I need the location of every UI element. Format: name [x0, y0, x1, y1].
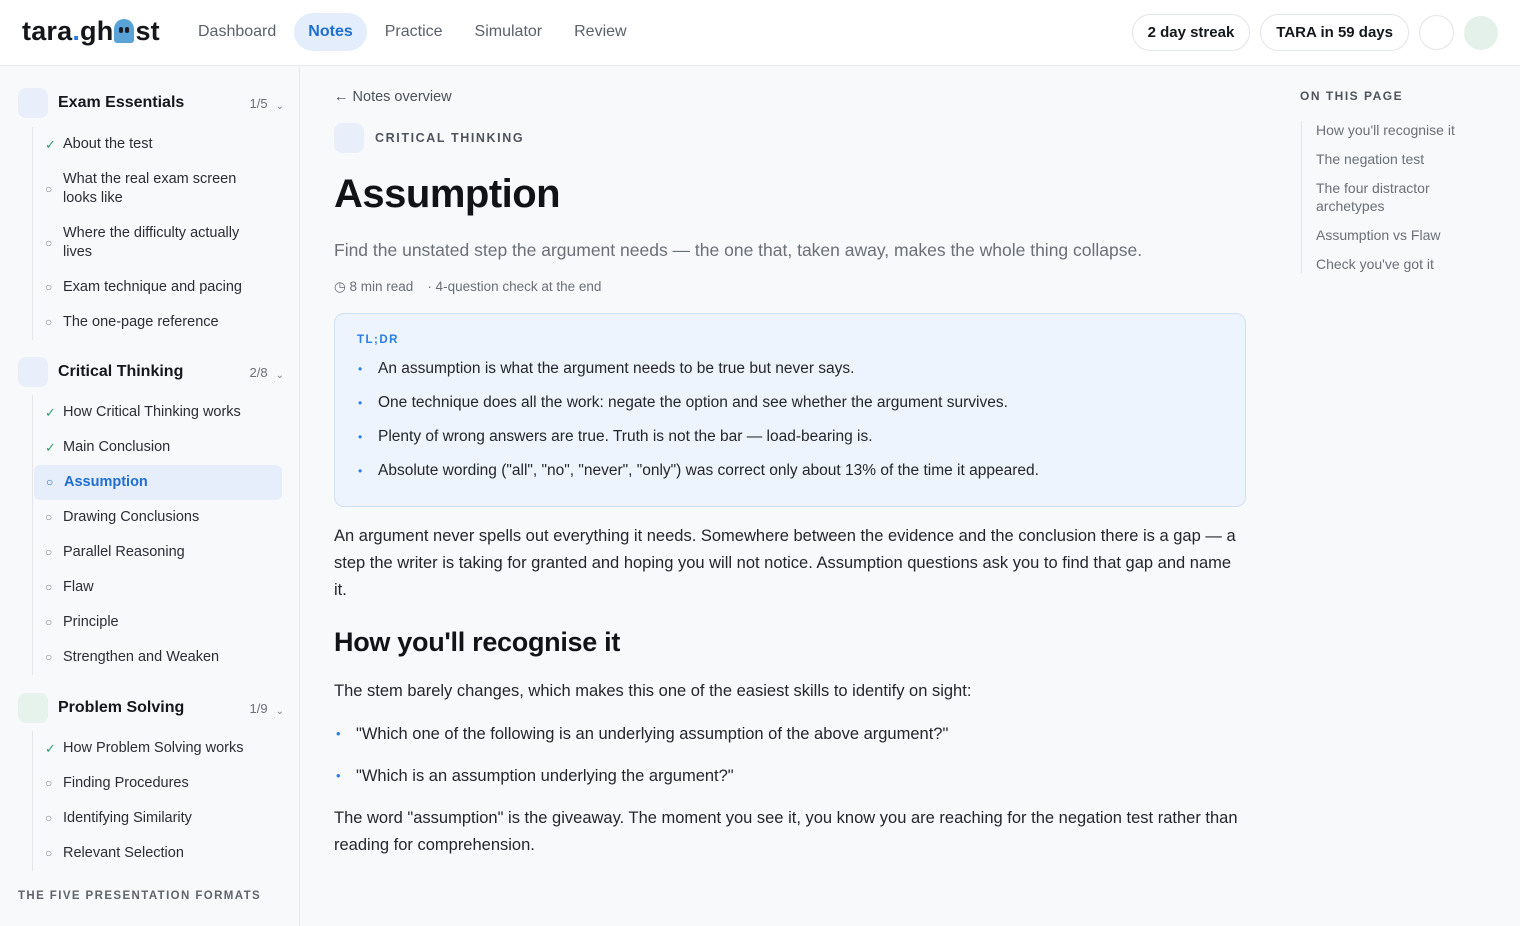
circle-icon: ○	[45, 846, 53, 860]
lesson-item[interactable]	[33, 162, 282, 216]
category-icon	[334, 123, 364, 153]
streak-pill[interactable]: 2 day streak	[1132, 14, 1251, 51]
lesson-item[interactable]	[33, 731, 282, 766]
lesson-list	[32, 731, 282, 871]
tldr-item: • An assumption is what the argument needs to be true but never says.	[357, 352, 1223, 386]
page-subtitle: Find the unstated step the argument needs — the one that, taken away, makes the whole thing collapse.	[334, 240, 1143, 260]
tldr-item: • One technique does all the work: negate the option and see whether the argument survives.	[357, 386, 1223, 420]
stem-list	[334, 723, 1246, 807]
stem-item: • "Which one of the following is an underlying assumption of the above argument?"	[334, 723, 1246, 765]
lesson-label: Relevant Selection	[63, 845, 184, 861]
nav-review[interactable]: Review	[574, 23, 627, 40]
lesson-item[interactable]	[33, 216, 282, 270]
lesson-item[interactable]	[33, 500, 282, 535]
circle-icon: ○	[45, 181, 53, 196]
lesson-item[interactable]	[33, 605, 282, 640]
lesson-item[interactable]	[33, 570, 282, 605]
check-icon: ✓	[45, 741, 56, 756]
section-problem-solving[interactable]	[18, 693, 284, 723]
lesson-label: About the test	[63, 136, 153, 152]
toc-heading: ON THIS PAGE	[1300, 89, 1404, 103]
countdown-pill[interactable]: TARA in 59 days	[1260, 14, 1409, 51]
lesson-label: Exam technique and pacing	[63, 279, 242, 295]
lesson-label: Identifying Similarity	[63, 810, 192, 826]
notes-sidebar	[0, 67, 300, 926]
lesson-item[interactable]	[33, 836, 282, 871]
lesson-item[interactable]	[33, 127, 282, 162]
chevron-down-icon[interactable]: ⌄	[275, 369, 284, 381]
brand-logo[interactable]	[22, 16, 160, 47]
category-row	[334, 123, 524, 153]
section-critical-thinking[interactable]	[18, 357, 284, 387]
lesson-label: The one-page reference	[63, 314, 219, 330]
lesson-item[interactable]	[33, 395, 282, 430]
nav-notes[interactable]: Notes	[294, 13, 366, 51]
circle-icon: ○	[45, 580, 53, 594]
read-time: ◷ 8 min read	[334, 279, 414, 294]
chevron-down-icon[interactable]: ⌄	[275, 705, 284, 717]
nav-simulator[interactable]: Simulator	[474, 23, 543, 40]
check-note: · 4-question check at the end	[427, 279, 602, 294]
problem-solving-icon	[18, 693, 48, 723]
lesson-label: Strengthen and Weaken	[63, 649, 220, 665]
brand-part-2a: gh	[80, 16, 114, 46]
on-this-page	[1300, 89, 1500, 284]
circle-icon: ○	[45, 235, 53, 250]
lesson-label: Where the difficulty actually lives	[63, 225, 240, 260]
tldr-box	[334, 313, 1246, 507]
lesson-item[interactable]	[33, 305, 282, 340]
lesson-item[interactable]	[33, 766, 282, 801]
theme-toggle-button[interactable]	[1419, 15, 1454, 50]
tldr-item: • Absolute wording ("all", "no", "never", "only") was correct only about 13% of the time it appeared.	[357, 454, 1223, 488]
section-progress-count: 1/9	[249, 700, 268, 716]
circle-icon: ○	[45, 811, 53, 825]
intro-paragraph: An argument never spells out everything it needs. Somewhere between the evidence and the conclusion there is a gap — a step the writer is taking for granted and hoping you will not notice. Assumption questions ask you to find that gap and name it.	[334, 527, 1236, 599]
top-right-controls	[1132, 14, 1498, 51]
circle-icon: ○	[46, 475, 54, 489]
category-label: CRITICAL THINKING	[375, 131, 525, 145]
circle-icon: ○	[45, 615, 53, 629]
section-progress-count: 1/5	[249, 95, 268, 111]
check-icon: ✓	[45, 137, 56, 152]
toc-link[interactable]: The negation test	[1316, 151, 1425, 167]
check-icon: ✓	[45, 405, 56, 420]
section-title: Exam Essentials	[58, 94, 185, 111]
section-title: Problem Solving	[58, 699, 185, 716]
lesson-label: How Critical Thinking works	[63, 404, 241, 420]
brand-part-1: tara	[22, 16, 73, 46]
circle-icon: ○	[45, 280, 53, 294]
nav-dashboard[interactable]: Dashboard	[198, 23, 277, 40]
stem-item: • "Which is an assumption underlying the argument?"	[334, 765, 1246, 807]
lesson-label: What the real exam screen looks like	[63, 171, 237, 206]
lesson-label: Drawing Conclusions	[63, 509, 200, 525]
lesson-label: Assumption	[64, 474, 148, 490]
main-nav	[184, 13, 641, 51]
toc-link[interactable]: Assumption vs Flaw	[1316, 227, 1441, 243]
avatar[interactable]	[1464, 16, 1498, 50]
section-progress-count: 2/8	[249, 364, 268, 380]
circle-icon: ○	[45, 545, 53, 559]
circle-icon: ○	[45, 650, 53, 664]
toc-list	[1301, 121, 1500, 273]
lesson-item-active[interactable]	[34, 465, 282, 500]
tldr-label: TL;DR	[357, 334, 399, 346]
circle-icon: ○	[45, 510, 53, 524]
lesson-list	[32, 127, 282, 340]
lesson-item[interactable]	[33, 270, 282, 305]
lesson-list	[32, 395, 282, 675]
recognise-paragraph: The stem barely changes, which makes this one of the easiest skills to identify on sight:	[334, 682, 972, 700]
lesson-label: Parallel Reasoning	[63, 544, 185, 560]
page-title: Assumption	[334, 172, 561, 216]
tldr-item: • Plenty of wrong answers are true. Truth is not the bar — load-bearing is.	[357, 420, 1223, 454]
critical-thinking-icon	[18, 357, 48, 387]
chevron-down-icon[interactable]: ⌄	[275, 100, 284, 112]
lesson-label: Flaw	[63, 579, 94, 595]
brand-part-2b: st	[135, 16, 160, 46]
toc-link[interactable]: The four distractor archetypes	[1316, 180, 1430, 214]
lesson-label: Principle	[63, 614, 119, 630]
lesson-item[interactable]	[33, 535, 282, 570]
circle-icon: ○	[45, 776, 53, 790]
back-link[interactable]: ← Notes overview	[334, 89, 452, 105]
lesson-item[interactable]	[33, 430, 282, 465]
section-exam-essentials[interactable]	[18, 88, 284, 118]
exam-essentials-icon	[18, 88, 48, 118]
lesson-label: Main Conclusion	[63, 439, 171, 455]
lesson-item[interactable]	[33, 801, 282, 836]
lesson-label: How Problem Solving works	[63, 740, 244, 756]
check-icon: ✓	[45, 440, 56, 455]
tldr-list	[357, 352, 1223, 488]
circle-icon: ○	[45, 315, 53, 329]
sidebar-section-heading: THE FIVE PRESENTATION FORMATS	[18, 890, 262, 902]
toc-link[interactable]: Check you've got it	[1316, 256, 1434, 272]
lesson-label: Finding Procedures	[63, 775, 189, 791]
heading-recognise: How you'll recognise it	[334, 627, 621, 657]
ghost-icon	[114, 19, 134, 43]
giveaway-paragraph: The word "assumption" is the giveaway. The moment you see it, you know you are reaching for the negation test rather than reading for comprehension.	[334, 809, 1238, 854]
page-meta	[334, 279, 601, 295]
lesson-item[interactable]	[33, 640, 282, 675]
brand-dot: .	[72, 16, 81, 46]
nav-practice[interactable]: Practice	[384, 23, 443, 40]
toc-link[interactable]: How you'll recognise it	[1316, 122, 1455, 138]
top-bar	[0, 0, 1520, 66]
section-title: Critical Thinking	[58, 363, 184, 380]
